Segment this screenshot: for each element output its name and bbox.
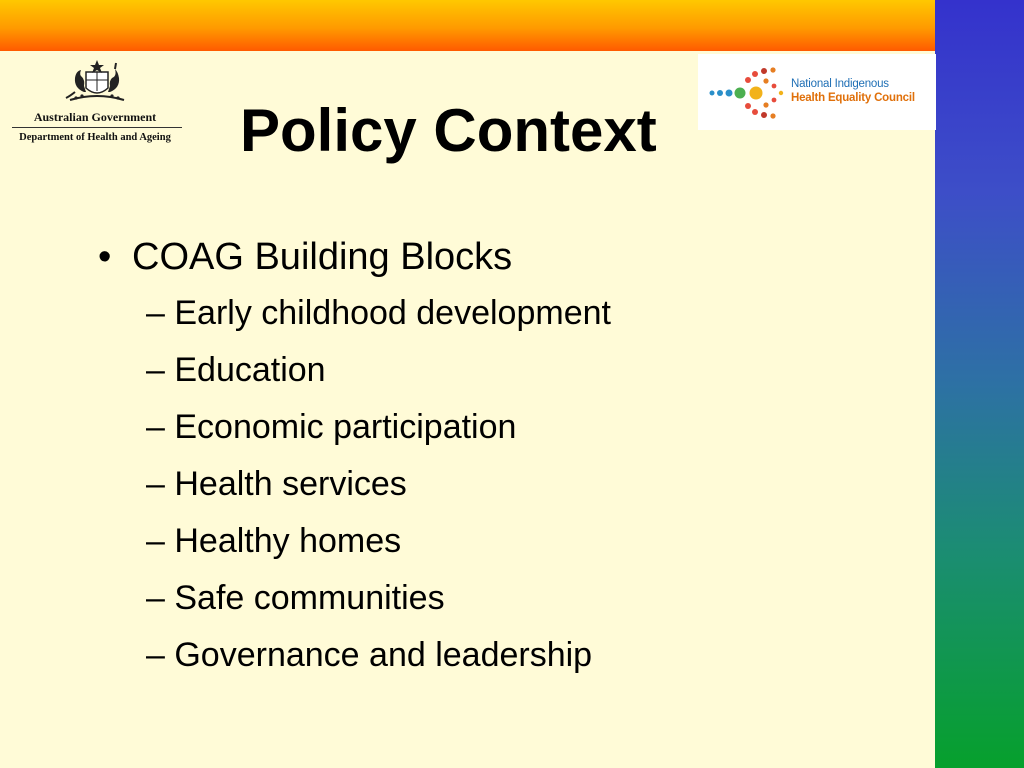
sub-bullet-text: Healthy homes xyxy=(174,522,402,560)
coat-of-arms-icon xyxy=(62,58,132,106)
government-name: Australian Government xyxy=(33,110,157,124)
main-bullet-text: COAG Building Blocks xyxy=(132,236,513,278)
logo-divider xyxy=(12,127,182,128)
sub-bullet-text: Early childhood development xyxy=(174,294,611,332)
australian-government-logo xyxy=(8,58,186,150)
department-name: Department of Health and Ageing xyxy=(19,132,171,143)
sub-bullet-text: Health services xyxy=(174,465,407,503)
sub-bullet-text: Education xyxy=(174,351,326,389)
sub-bullet-item: – Education xyxy=(146,351,326,389)
sub-bullet-text: Safe communities xyxy=(174,579,445,617)
sub-bullet-text: Economic participation xyxy=(174,408,517,446)
bullet-dot-icon: • xyxy=(98,236,112,278)
sub-bullet-item: – Economic participation xyxy=(146,408,517,446)
dot-pattern-icon xyxy=(708,64,788,120)
top-accent-bar xyxy=(0,0,935,51)
sub-bullet-item: – Safe communities xyxy=(146,579,445,617)
sub-bullet-item: – Healthy homes xyxy=(146,522,402,560)
bullet-list xyxy=(98,232,611,684)
nihec-logo xyxy=(698,54,936,130)
sub-bullet-list xyxy=(146,285,611,684)
slide-title: Policy Context xyxy=(240,97,657,164)
sub-bullet-item: – Health services xyxy=(146,465,407,503)
sub-bullet-item: – Early childhood development xyxy=(146,294,611,332)
sub-bullet-text: Governance and leadership xyxy=(174,636,593,674)
side-accent-bar xyxy=(935,0,1024,768)
nihec-name-line-2: Health Equality Council xyxy=(791,92,915,104)
sub-bullet-item: – Governance and leadership xyxy=(146,636,593,674)
main-bullet xyxy=(98,232,611,282)
nihec-name-line-1: National Indigenous xyxy=(791,78,889,90)
bullet-item xyxy=(98,232,611,684)
